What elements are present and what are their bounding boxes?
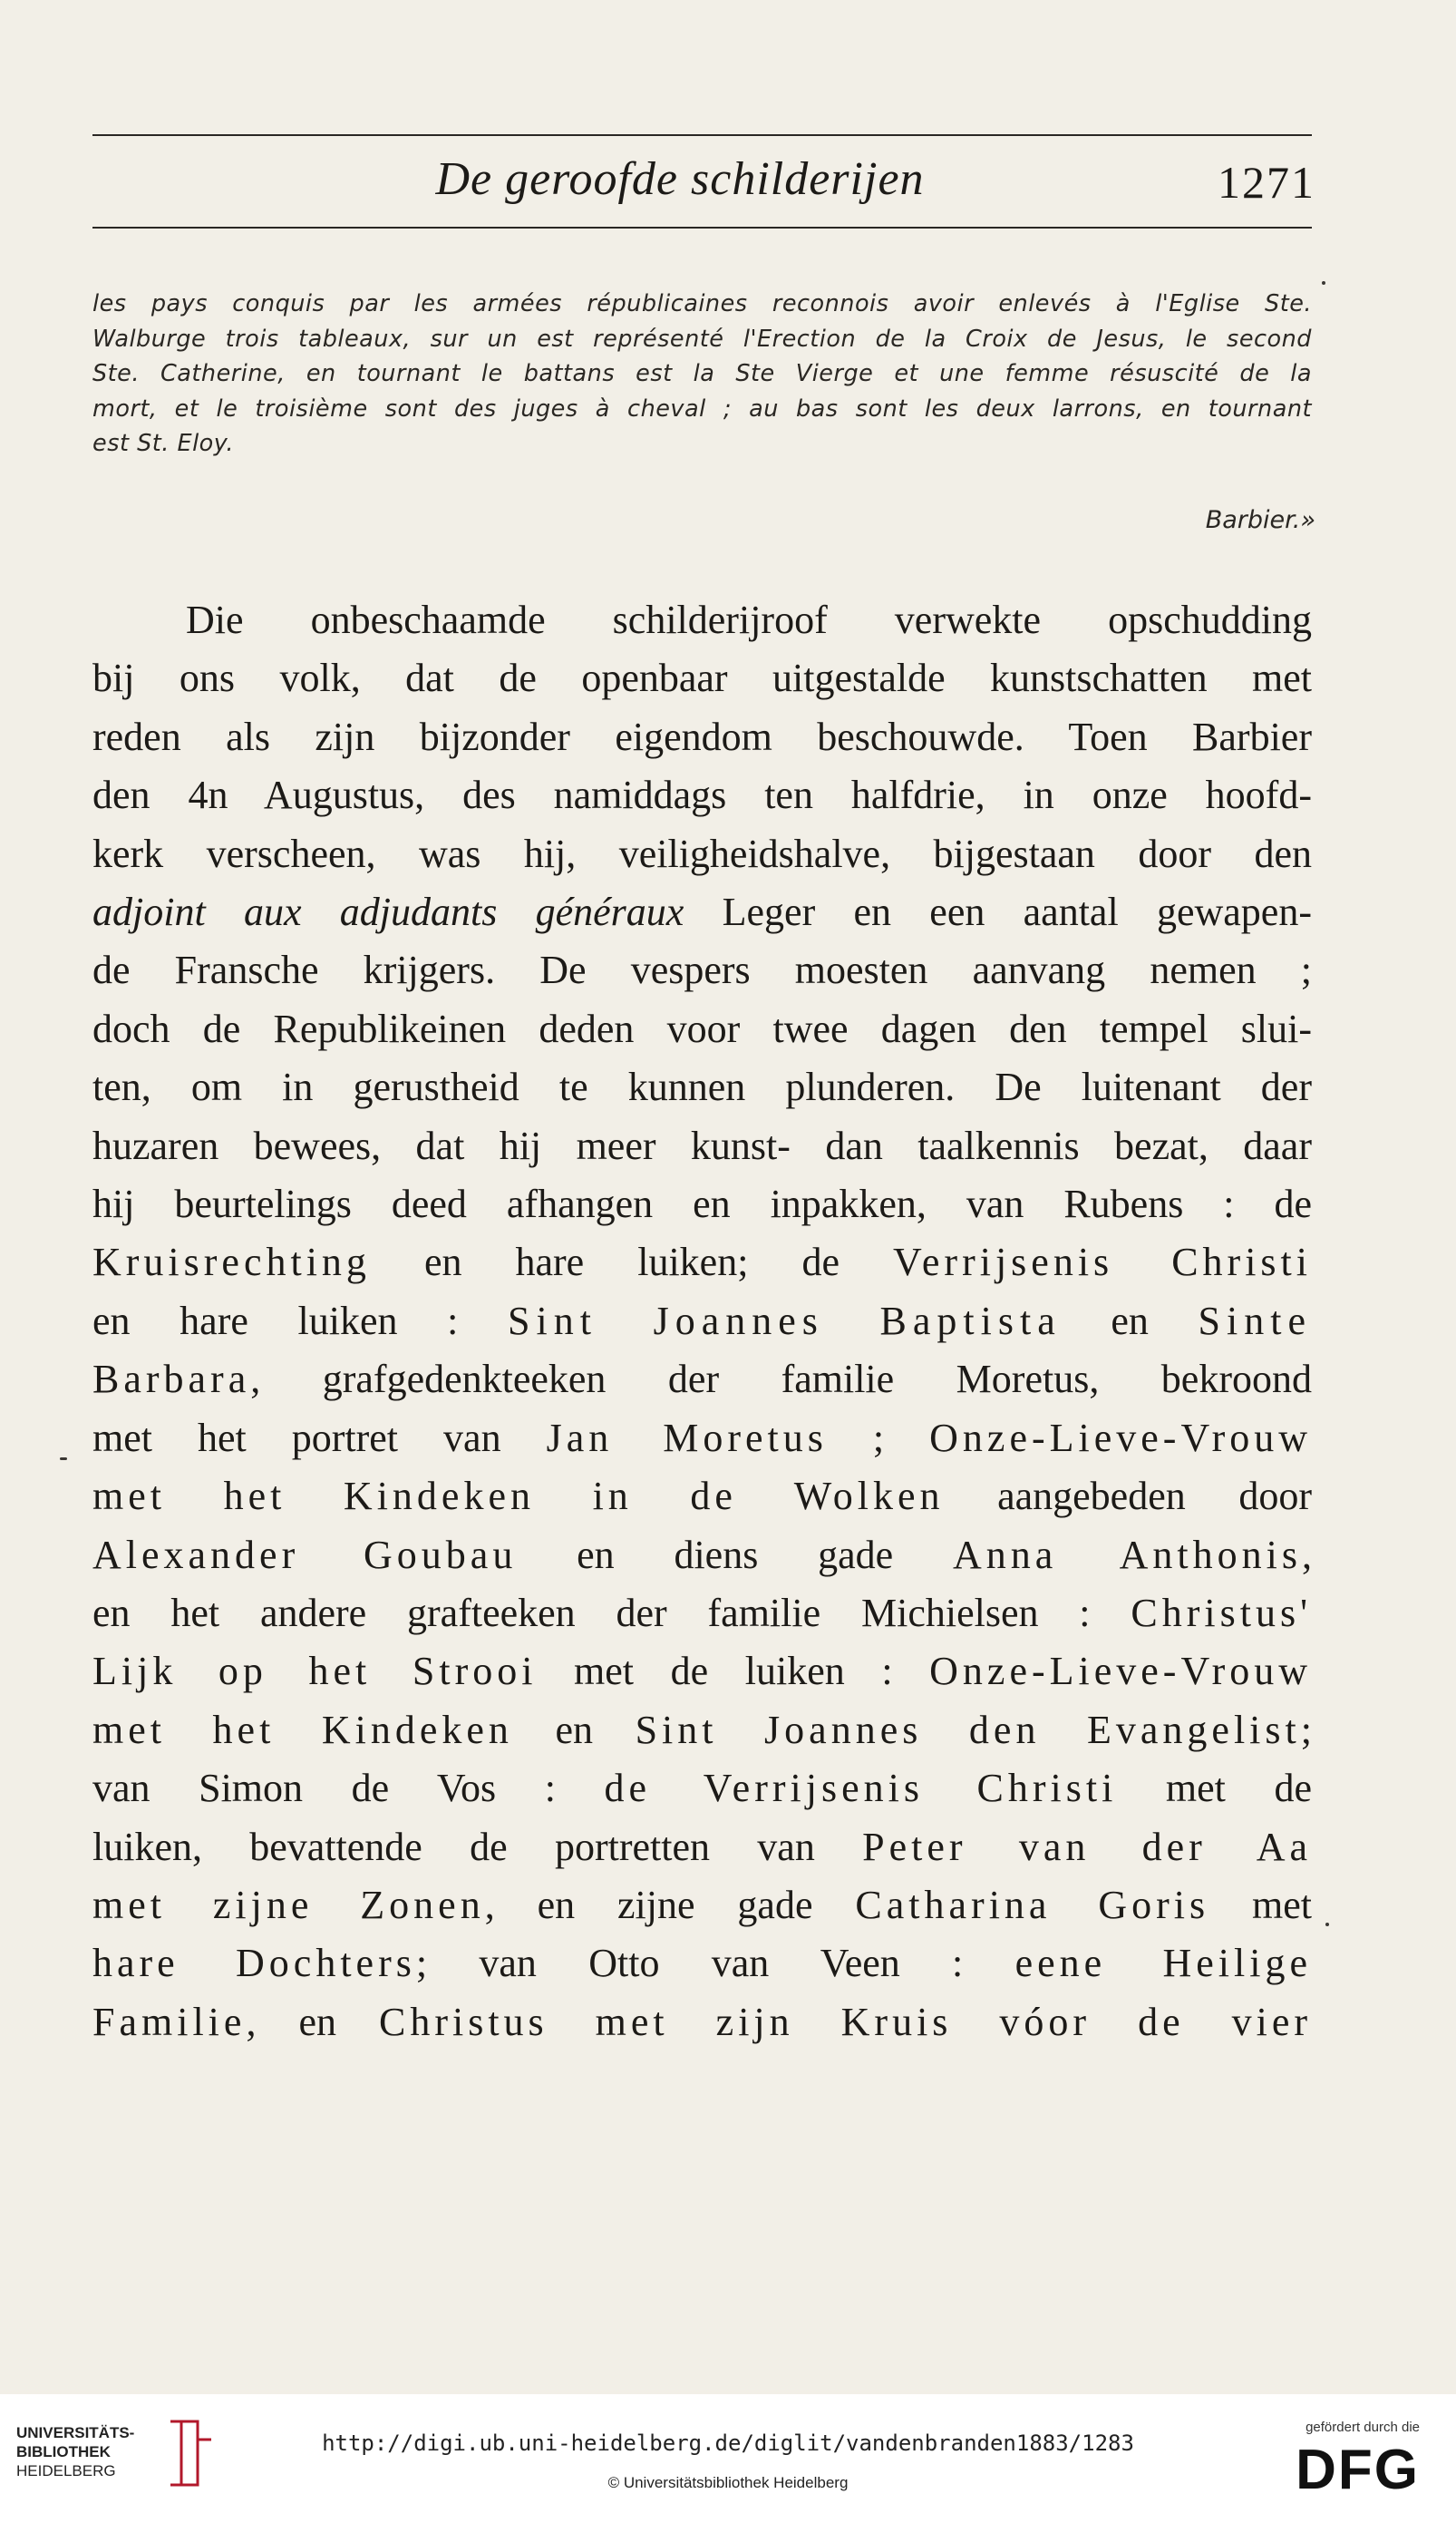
text-line: kerk verscheen, was hij, veiligheidshalve, bijgestaan door den	[92, 831, 1312, 876]
quote-line: Ste. Catherine, en tournant le battans est la Ste Vierge et une femme résuscité de la	[92, 360, 1312, 387]
quote-line: mort, et le troisième sont des juges à cheval ; au bas sont les deux larrons, en tournant	[92, 395, 1312, 423]
header-rule-top	[92, 134, 1312, 136]
text-run: , en	[246, 1999, 379, 2044]
quote-line: est St. Eloy.	[92, 430, 234, 457]
artwork-title: Sint Joannes den Evangelist	[635, 1707, 1301, 1752]
text-line	[92, 1292, 1312, 1350]
text-line: reden als zijn bijzonder eigendom beschouwde. Toen Barbier	[92, 714, 1312, 759]
artwork-title: Christus met zijn Kruis vóor de vier	[378, 1999, 1313, 2044]
text-line	[92, 883, 1312, 941]
text-run: en hare luiken :	[92, 1298, 509, 1343]
funding-label: gefördert durch die	[1306, 2420, 1420, 2435]
text-line: Die onbeschaamde schilderijroof verwekte opschudding	[186, 598, 1312, 642]
text-run: en het andere grafteeken der familie Michielsen :	[92, 1590, 1131, 1635]
quote-line: Walburge trois tableaux, sur un est représenté l'Erection de la Croix de Jesus, le second	[92, 325, 1312, 353]
text-line	[92, 1993, 1312, 2051]
text-line: huzaren bewees, dat hij meer kunst- dan taalkennis bezat, daar	[92, 1123, 1312, 1168]
text-run: en hare luiken; de	[370, 1240, 893, 1285]
copyright-notice: © Universitätsbibliothek Heidelberg	[607, 2474, 849, 2491]
text-line	[92, 1934, 1312, 1992]
page-number: 1271	[1218, 157, 1315, 208]
text-run: luiken, bevattende de portretten van	[92, 1824, 863, 1869]
quoted-passage	[92, 287, 1312, 462]
header-rule-bottom	[92, 227, 1312, 229]
text-run: ;	[1300, 1707, 1312, 1752]
text-line	[92, 1233, 1312, 1291]
text-run: met	[1209, 1882, 1313, 1927]
text-run: met de luiken :	[537, 1649, 930, 1694]
library-name-line: UNIVERSITÄTS-	[16, 2424, 135, 2441]
text-line	[92, 1350, 1312, 1408]
person-name: Anna Anthonis	[952, 1532, 1303, 1577]
artwork-title: Familie	[92, 1999, 247, 2044]
text-run: Leger en een aantal gewapen-	[684, 890, 1312, 935]
text-line	[92, 1642, 1312, 1700]
body-paragraph	[92, 591, 1312, 2051]
library-name-line: BIBLIOTHEK	[16, 2443, 111, 2460]
text-line	[92, 1818, 1312, 1876]
artwork-title: Barbara	[92, 1357, 251, 1402]
text-line: doch de Republikeinen deden voor twee dagen den tempel slui-	[92, 1006, 1312, 1051]
text-line	[92, 1409, 1312, 1467]
artwork-title: eene Heilige	[1014, 1941, 1312, 1986]
artwork-title: Sint Joannes Baptista	[508, 1298, 1062, 1343]
text-line	[92, 1701, 1312, 1759]
text-run: en	[1061, 1298, 1199, 1343]
artwork-title: Christus'	[1131, 1590, 1312, 1635]
artwork-title: met zijne Zonen	[92, 1882, 485, 1927]
artwork-title: Sinte	[1198, 1298, 1312, 1343]
scan-speck	[1322, 281, 1325, 285]
text-line: ten, om in gerustheid te kunnen plunderen. De luitenant der	[92, 1065, 1312, 1110]
text-run: , grafgedenkteeken der familie Moretus, bekroond	[250, 1357, 1312, 1402]
permalink-url[interactable]: http://digi.ub.uni-heidelberg.de/diglit/vandenbranden1883/1283	[322, 2430, 1134, 2456]
artwork-title: Onze-Lieve-Vrouw	[929, 1649, 1313, 1694]
scan-speck	[1325, 1923, 1329, 1926]
library-name-line: HEIDELBERG	[16, 2462, 116, 2479]
running-title: De geroofde schilderijen	[435, 153, 925, 205]
text-run: ;	[827, 1415, 930, 1460]
italic-phrase: adjoint aux adjudants généraux	[92, 890, 684, 935]
person-name: Jan Moretus	[546, 1415, 828, 1460]
artwork-title: Verrijsenis Christi	[893, 1240, 1312, 1285]
text-line	[92, 1876, 1312, 1934]
person-name: Alexander Goubau	[92, 1532, 518, 1577]
text-run: aangebeden door	[944, 1474, 1312, 1519]
person-name: Catharina Goris	[855, 1882, 1210, 1927]
text-line: den 4n Augustus, des namiddags ten halfdrie, in onze hoofd-	[92, 773, 1312, 818]
text-run: met het portret van	[92, 1415, 547, 1460]
text-line: de Fransche krijgers. De vespers moesten aanvang nemen ;	[92, 948, 1312, 993]
digitization-footer	[0, 2394, 1456, 2523]
text-line: bij ons volk, dat de openbaar uitgestalde kunstschatten met	[92, 656, 1312, 701]
text-run: met de	[1117, 1766, 1312, 1811]
quote-signature: Barbier.»	[1205, 506, 1315, 534]
text-line	[92, 1759, 1312, 1817]
text-run: ; van Otto van Veen :	[415, 1941, 1015, 1986]
artwork-title: de Verrijsenis Christi	[604, 1766, 1118, 1811]
artwork-title: met het Kindeken	[92, 1707, 513, 1752]
artwork-title: met het Kindeken in de Wolken	[92, 1474, 945, 1519]
quote-line: les pays conquis par les armées républicaines reconnois avoir enlevés à l'Eglise Ste.	[92, 290, 1312, 317]
artwork-title: hare Dochters	[92, 1941, 416, 1986]
text-line	[92, 1467, 1312, 1525]
text-line	[92, 1526, 1312, 1584]
artwork-title: Lijk op het Strooi	[92, 1649, 538, 1694]
text-run: en diens gade	[517, 1532, 953, 1577]
text-run: en	[512, 1707, 636, 1752]
text-run: van Simon de Vos :	[92, 1766, 605, 1811]
text-run: , en zijne gade	[484, 1882, 856, 1927]
artwork-title: Onze-Lieve-Vrouw	[929, 1415, 1312, 1460]
artwork-title: Kruisrechting	[92, 1240, 371, 1285]
dfg-logo: DFG	[1296, 2439, 1420, 2501]
text-line	[92, 1584, 1312, 1642]
scan-speck	[60, 1457, 67, 1460]
text-run: ,	[1302, 1532, 1313, 1577]
person-name: Peter van der Aa	[862, 1824, 1313, 1869]
text-line: hij beurtelings deed afhangen en inpakken, van Rubens : de	[92, 1182, 1312, 1227]
